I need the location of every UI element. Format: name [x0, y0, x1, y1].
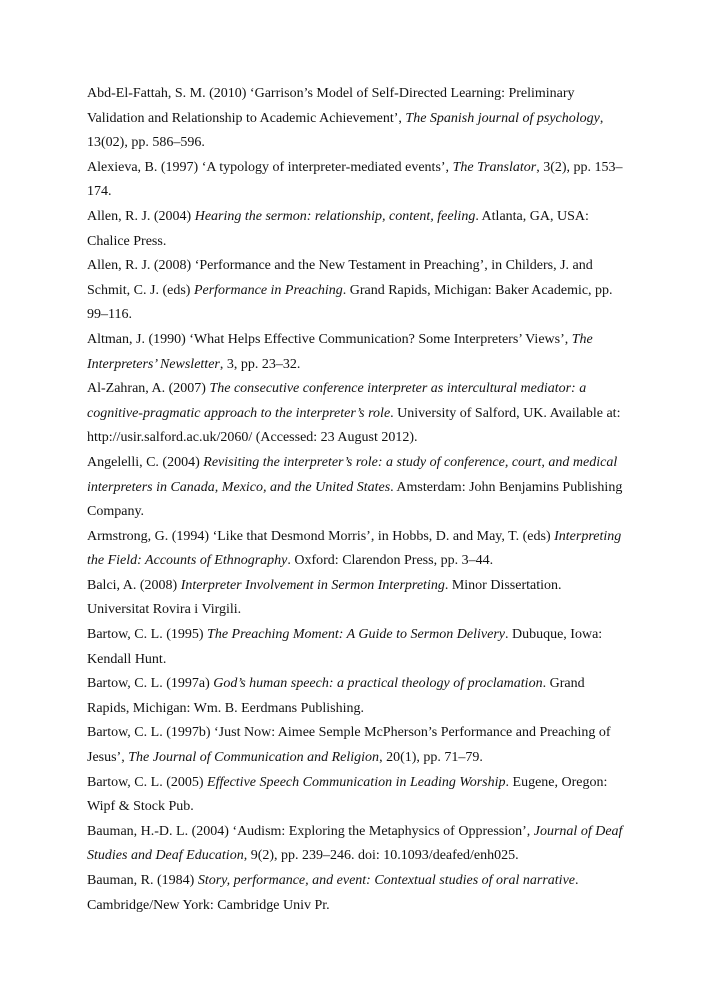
reference-entry	[87, 328, 627, 377]
reference-text: . Grand Rapids, Michigan: Baker Academic, pp. 99–116.	[87, 282, 613, 323]
reference-title: Hearing the sermon: relationship, content, feeling	[194, 208, 476, 224]
reference-text: Alexieva, B. (1997) ‘A typology of interpreter-mediated events’,	[87, 159, 453, 175]
reference-entry	[87, 525, 627, 574]
reference-entry	[87, 254, 627, 328]
reference-text: Bartow, C. L. (1995)	[87, 627, 208, 643]
reference-text: , 20(1), pp. 71–79.	[379, 750, 483, 766]
reference-title: The Spanish journal of psychology	[405, 110, 600, 126]
reference-title: The Preaching Moment: A Guide to Sermon Delivery	[207, 627, 505, 643]
reference-title: Interpreting the Field: Accounts of Ethnography	[87, 528, 622, 569]
reference-text: , 3(2), pp. 153–174.	[87, 159, 623, 200]
reference-entry	[87, 869, 627, 918]
reference-text: Armstrong, G. (1994) ‘Like that Desmond Morris’, in Hobbs, D. and May, T. (eds)	[87, 528, 555, 544]
reference-text: . Minor Dissertation. Universitat Rovira i Virgili.	[87, 577, 562, 618]
reference-list	[87, 82, 627, 918]
reference-title: Journal of Deaf Studies and Deaf Education	[87, 823, 623, 864]
reference-entry	[87, 623, 627, 672]
reference-title: The Translator	[452, 159, 537, 175]
reference-title: Revisiting the interpreter’s role: a study of conference, court, and medical interpreters in Canada, Mexico, and the United States	[87, 454, 618, 495]
reference-title: Effective Speech Communication in Leading Worship	[207, 774, 506, 790]
reference-text: Bauman, R. (1984)	[87, 873, 198, 888]
reference-text: Bartow, C. L. (1997a)	[87, 676, 214, 692]
reference-text: Bartow, C. L. (1997b) ‘Just Now: Aimee Semple McPherson’s Performance and Preaching of Jesus’,	[87, 725, 611, 766]
reference-title: Performance in Preaching	[193, 282, 343, 298]
reference-text: Bauman, H.-D. L. (2004) ‘Audism: Exploring the Metaphysics of Oppression’,	[87, 823, 534, 839]
reference-title: Story, performance, and event: Contextual studies of oral narrative	[197, 873, 575, 888]
reference-title: The consecutive conference interpreter as intercultural mediator: a cognitive-pragmatic approach to the interpreter’s role	[87, 381, 587, 421]
reference-text: Al-Zahran, A. (2007)	[87, 381, 210, 397]
reference-text: . Amsterdam: John Benjamins Publishing Company.	[87, 479, 623, 520]
reference-entry	[87, 574, 627, 623]
reference-text: Altman, J. (1990) ‘What Helps Effective Communication? Some Interpreters’ Views’,	[87, 331, 572, 347]
reference-text: Angelelli, C. (2004)	[87, 454, 204, 470]
reference-text: Allen, R. J. (2008) ‘Performance and the New Testament in Preaching’, in Childers, J. and Schmit, C. J. (eds)	[87, 258, 593, 298]
reference-entry	[87, 721, 627, 770]
reference-text: . University of Salford, UK. Available at: http://usir.salford.ac.uk/2060/ (Accessed: 23 August 2012).	[87, 405, 621, 446]
reference-text: . Oxford: Clarendon Press, pp. 3–44.	[287, 553, 494, 569]
reference-text: , 9(2), pp. 239–246. doi: 10.1093/deafed/enh025.	[243, 848, 519, 864]
reference-text: Allen, R. J. (2004)	[87, 208, 195, 224]
reference-entry	[87, 451, 627, 525]
reference-text: . Atlanta, GA, USA: Chalice Press.	[87, 208, 589, 249]
reference-entry	[87, 820, 627, 869]
reference-text: . Cambridge/New York: Cambridge Univ Pr.	[87, 873, 579, 913]
reference-text: . Dubuque, Iowa: Kendall Hunt.	[87, 627, 603, 667]
reference-entry	[87, 82, 627, 156]
reference-text: , 13(02), pp. 586–596.	[87, 110, 604, 151]
reference-entry	[87, 205, 627, 254]
reference-title: The Journal of Communication and Religion	[128, 750, 380, 766]
reference-text: , 3, pp. 23–32.	[219, 356, 301, 372]
reference-entry	[87, 377, 627, 451]
reference-entry	[87, 771, 627, 820]
reference-text: . Eugene, Oregon: Wipf & Stock Pub.	[87, 774, 608, 815]
reference-title: The Interpreters’ Newsletter	[87, 331, 593, 372]
reference-title: God’s human speech: a practical theology of proclamation	[213, 676, 543, 692]
reference-text: . Grand Rapids, Michigan: Wm. B. Eerdmans Publishing.	[87, 676, 585, 716]
reference-entry	[87, 156, 627, 205]
reference-text: Abd-El-Fattah, S. M. (2010) ‘Garrison’s Model of Self-Directed Learning: Preliminary Validation and Relationship to Academic Achievement’,	[87, 86, 575, 126]
reference-title: Interpreter Involvement in Sermon Interpreting	[180, 577, 445, 593]
reference-text: Bartow, C. L. (2005)	[87, 774, 208, 790]
reference-text: Balci, A. (2008)	[87, 577, 181, 593]
reference-entry	[87, 672, 627, 721]
